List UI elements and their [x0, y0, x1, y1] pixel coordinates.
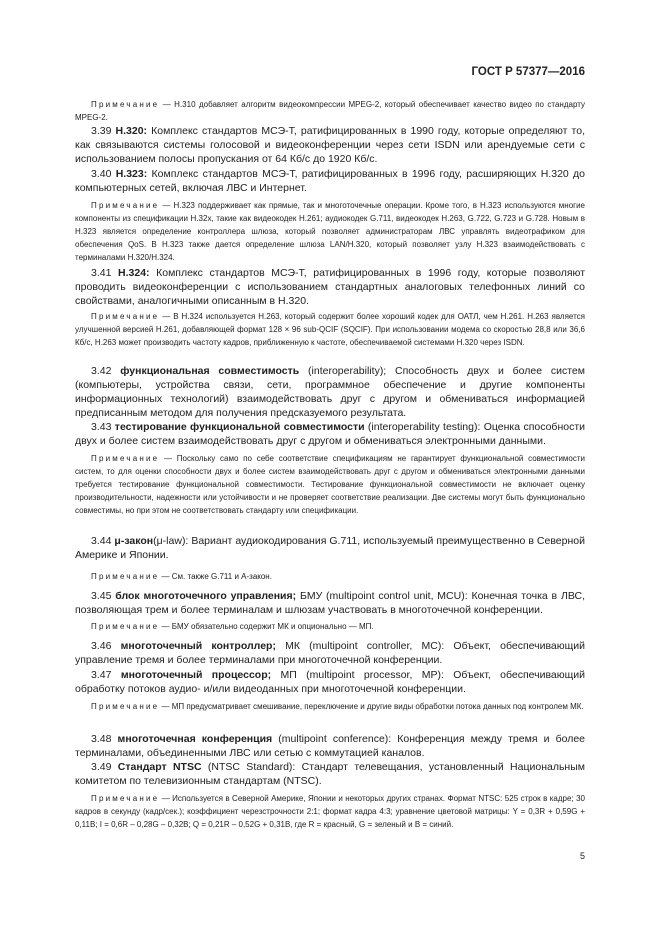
note-text: Поскольку само по себе соответствие спецификациям не гарантирует функциональной совместимости систем, то для оценки способности двух и более систем взаимодействовать друг с другом и обмениваться электронными данными требуется тестирование функциональной совместимости. Тестирование функциональной совместимости не включает оценку производительности, надежности или устойчивости и не проверяет соответствие реализации. Две системы могут быть функционально совместимы, но при этом не соответствовать стандарту или спецификации. [75, 454, 585, 515]
term-definition: Комплекс стандартов МСЭ-Т, ратифицированных в 1996 году, расширяющих Н.320 до компьютерных сетей, включая ЛВС и Интернет. [75, 168, 585, 194]
term-name: Н.324: [118, 267, 150, 279]
note-text: В Н.324 используется Н.263, который содержит более хороший кодек для ОАТЛ, чем Н.261. Н.263 является улучшенной версией Н.261, добавляющей формат 128 × 96 sub-QCIF (SQCIF). При использовании модема со скоростью 28,8 или 36,6 Кб/с, Н.263 может производить частоту кадров, приближенную к частоте, обеспечиваемой системами Н.320 через ISDN. [75, 312, 585, 347]
definition-3-44 [75, 534, 585, 562]
definition-3-47 [75, 668, 585, 696]
term-definition: (NTSC Standard): Стандарт телевещания, установленный Национальным комитетом по телевизионным стандартам (NTSC). [75, 761, 585, 787]
term-name: тестирование функциональной совместимости [114, 421, 365, 433]
note-label: Примечание [91, 100, 160, 109]
term-definition: МП (multipoint processor, MP): Объект, обеспечивающий обработку потоков аудио- и/или видеоданных при многоточечной конференции. [75, 669, 586, 695]
note-label: Примечание [91, 454, 160, 463]
term-number: 3.49 [91, 761, 112, 773]
term-name: функциональная совместимость [120, 365, 300, 377]
term-name: многоточечная конференция [117, 733, 273, 745]
term-definition: Комплекс стандартов МСЭ-Т, ратифицированных в 1996 году, которые позволяют проводить видеоконференции с использованием стандартных аналоговых телефонных линий со свойствами, аналогичными описанным в Н.320. [75, 267, 586, 307]
note-mp: Примечание — МП предусматривает смешивание, переключение и другие виды обработки потока данных под контролем МК. [75, 700, 585, 713]
note-h323: Примечание — Н.323 поддерживает как прямые, так и многоточечные операции. Кроме того, в Н.323 используются многие компоненты из спецификации Н.32х, такие как видеокодек Н.261; аудиокодек G.711, видеокодек Н.263, G.722, G.723 и G.728. Новым в Н.323 является определение контроллера шлюза, который позволяет администраторам ЛВС управлять видеотрафиком для обеспечения QoS. В Н.323 также дается определение шлюза LAN/H.320, который позволяет узлу Н.323 взаимодействовать с терминалами Н.320/Н.324. [75, 201, 586, 262]
term-name: многоточечный процессор; [120, 669, 272, 681]
definition-3-41 [75, 266, 585, 308]
note-text: МП предусматривает смешивание, переключение и другие виды обработки потока данных под контролем МК. [171, 702, 584, 711]
term-number: 3.48 [91, 733, 112, 745]
definition-3-48 [75, 732, 585, 760]
note-text: Используется в Северной Америке, Японии и некоторых других странах. Формат NTSC: 525 строк в кадре; 30 кадров в секунду (кадр/сек.); коэффициент черезстрочности 2:1; формат кадра 4:3; уравнение цветовой матрицы: Y = 0,3R + 0,59G + 0,11B; I = 0,6R – 0,28G – 0,32B; Q = 0,21R – 0,52G + 0,31B, где R = красный, G = зеленый и B = синий. [75, 794, 585, 829]
term-name: Стандарт NTSC [117, 761, 202, 773]
definition-3-42 [75, 364, 585, 420]
term-number: 3.44 [91, 535, 112, 547]
term-number: 3.43 [91, 421, 112, 433]
term-definition: Комплекс стандартов МСЭ-Т, ратифицированных в 1990 году, которые определяют то, как связываются системы голосовой и видеоконференции через сети ISDN или арендуемые сети с использованием полосы пропускания от 64 Кб/с до 1920 Кб/с. [75, 125, 586, 165]
note-label: Примечание [91, 702, 160, 711]
term-number: 3.41 [91, 267, 112, 279]
note-h310: Примечание — Н.310 добавляет алгоритм видеокомпрессии MPEG-2, который обеспечивает качество видео по стандарту MPEG-2. [75, 100, 585, 122]
term-name: многоточечный контроллер; [120, 640, 276, 652]
definition-3-46 [75, 639, 585, 667]
term-name: μ-закон [114, 535, 154, 547]
term-number: 3.47 [91, 669, 112, 681]
note-ntsc: Примечание — Используется в Северной Америке, Японии и некоторых других странах. Формат NTSC: 525 строк в кадре; 30 кадров в секунду (кадр/сек.); коэффициент черезстрочности 2:1; формат кадра 4:3; уравнение цветовой матрицы: Y = 0,3R + 0,59G + 0,11B; I = 0,6R – 0,28G – 0,32B; Q = 0,21R – 0,52G + 0,31B, где R = красный, G = зеленый и B = синий. [75, 794, 585, 829]
term-number: 3.39 [91, 125, 112, 137]
term-definition: (μ-law): Вариант аудиокодирования G.711, используемый преимущественно в Северной Америке и Японии. [75, 535, 585, 561]
term-number: 3.45 [91, 590, 112, 602]
note-text: Н.310 добавляет алгоритм видеокомпрессии MPEG-2, который обеспечивает качество видео по стандарту MPEG-2. [75, 100, 585, 122]
definition-3-39 [75, 124, 585, 166]
term-number: 3.40 [91, 168, 112, 180]
term-definition: МК (multipoint controller, MC): Объект, обеспечивающий управление тремя и более терминалами при многоточечной конференции. [75, 640, 585, 666]
note-label: Примечание [91, 572, 160, 581]
document-header: ГОСТ Р 57377—2016 [471, 66, 585, 78]
term-name: Н.323: [115, 168, 148, 180]
term-name: блок многоточечного управления; [115, 590, 297, 602]
definition-3-45 [75, 589, 585, 617]
note-text: См. также G.711 и А-закон. [171, 572, 272, 581]
note-label: Примечание [91, 794, 160, 803]
note-mcu: Примечание — БМУ обязательно содержит МК и опционально — МП. [75, 620, 585, 633]
note-text: Н.323 поддерживает как прямые, так и многоточечные операции. Кроме того, в Н.323 используются многие компоненты из спецификации Н.32х, такие как видеокодек Н.261; аудиокодек G.711, видеокодек Н.263, G.722, G.723 и G.728. Новым в Н.323 является определение контроллера шлюза, который позволяет администраторам ЛВС управлять видеотрафиком для обеспечения QoS. В Н.323 также дается определение шлюза LAN/H.320, который позволяет узлу Н.323 взаимодействовать с терминалами Н.320/Н.324. [75, 201, 586, 262]
term-definition: БМУ (multipoint control unit, MCU): Конечная точка в ЛВС, позволяющая трем и более терминалам и шлюзам участвовать в многоточечной конференции. [75, 590, 586, 616]
note-label: Примечание [91, 622, 160, 631]
note-h324: Примечание — В Н.324 используется Н.263, который содержит более хороший кодек для ОАТЛ, чем Н.261. Н.263 является улучшенной версией Н.261, добавляющей формат 128 × 96 sub-QCIF (SQCIF). При использовании модема со скоростью 28,8 или 36,6 Кб/с, Н.263 может производить частоту кадров, приближенную к частоте, обеспечиваемой системами Н.320 через ISDN. [75, 312, 585, 347]
term-number: 3.46 [91, 640, 112, 652]
term-name: H.320: [115, 125, 148, 137]
term-definition: (interoperability testing): Оценка способности двух и более систем взаимодействовать друг с другом и обмениваться электронными данными. [75, 421, 586, 447]
note-text: БМУ обязательно содержит МК и опционально — МП. [171, 622, 374, 631]
definition-3-43 [75, 420, 585, 448]
definition-3-49 [75, 760, 585, 788]
note-label: Примечание [91, 201, 160, 210]
note-label: Примечание [91, 312, 160, 321]
term-number: 3.42 [91, 365, 112, 377]
note-mu-law: Примечание — См. также G.711 и А-закон. [75, 570, 585, 583]
note-interoperability-testing: Примечание — Поскольку само по себе соответствие спецификациям не гарантирует функциональной совместимости систем, то для оценки способности двух и более систем взаимодействовать друг с другом и обмениваться электронными данными требуется тестирование функциональной совместимости. Тестирование функциональной совместимости не включает оценку производительности, надежности или устойчивости и не проверяет соответствие реализации. Две системы могут быть функционально совместимы, но при этом не соответствовать стандарту или спецификации. [75, 454, 585, 515]
definition-3-40 [75, 167, 585, 195]
page-number: 5 [579, 851, 585, 861]
term-definition: (multipoint conference): Конференция между тремя и более терминалами, объединенными ЛВС или сетью с коммутацией каналов. [75, 733, 585, 759]
term-definition: (interoperability); Способность двух и более систем (компьютеры, устройства связи, сети, программное обеспечение и другие компоненты информационных технологий) взаимодействовать друг с другом и обмениваться информацией предписанным методом для получения предсказуемого результата. [75, 365, 585, 419]
